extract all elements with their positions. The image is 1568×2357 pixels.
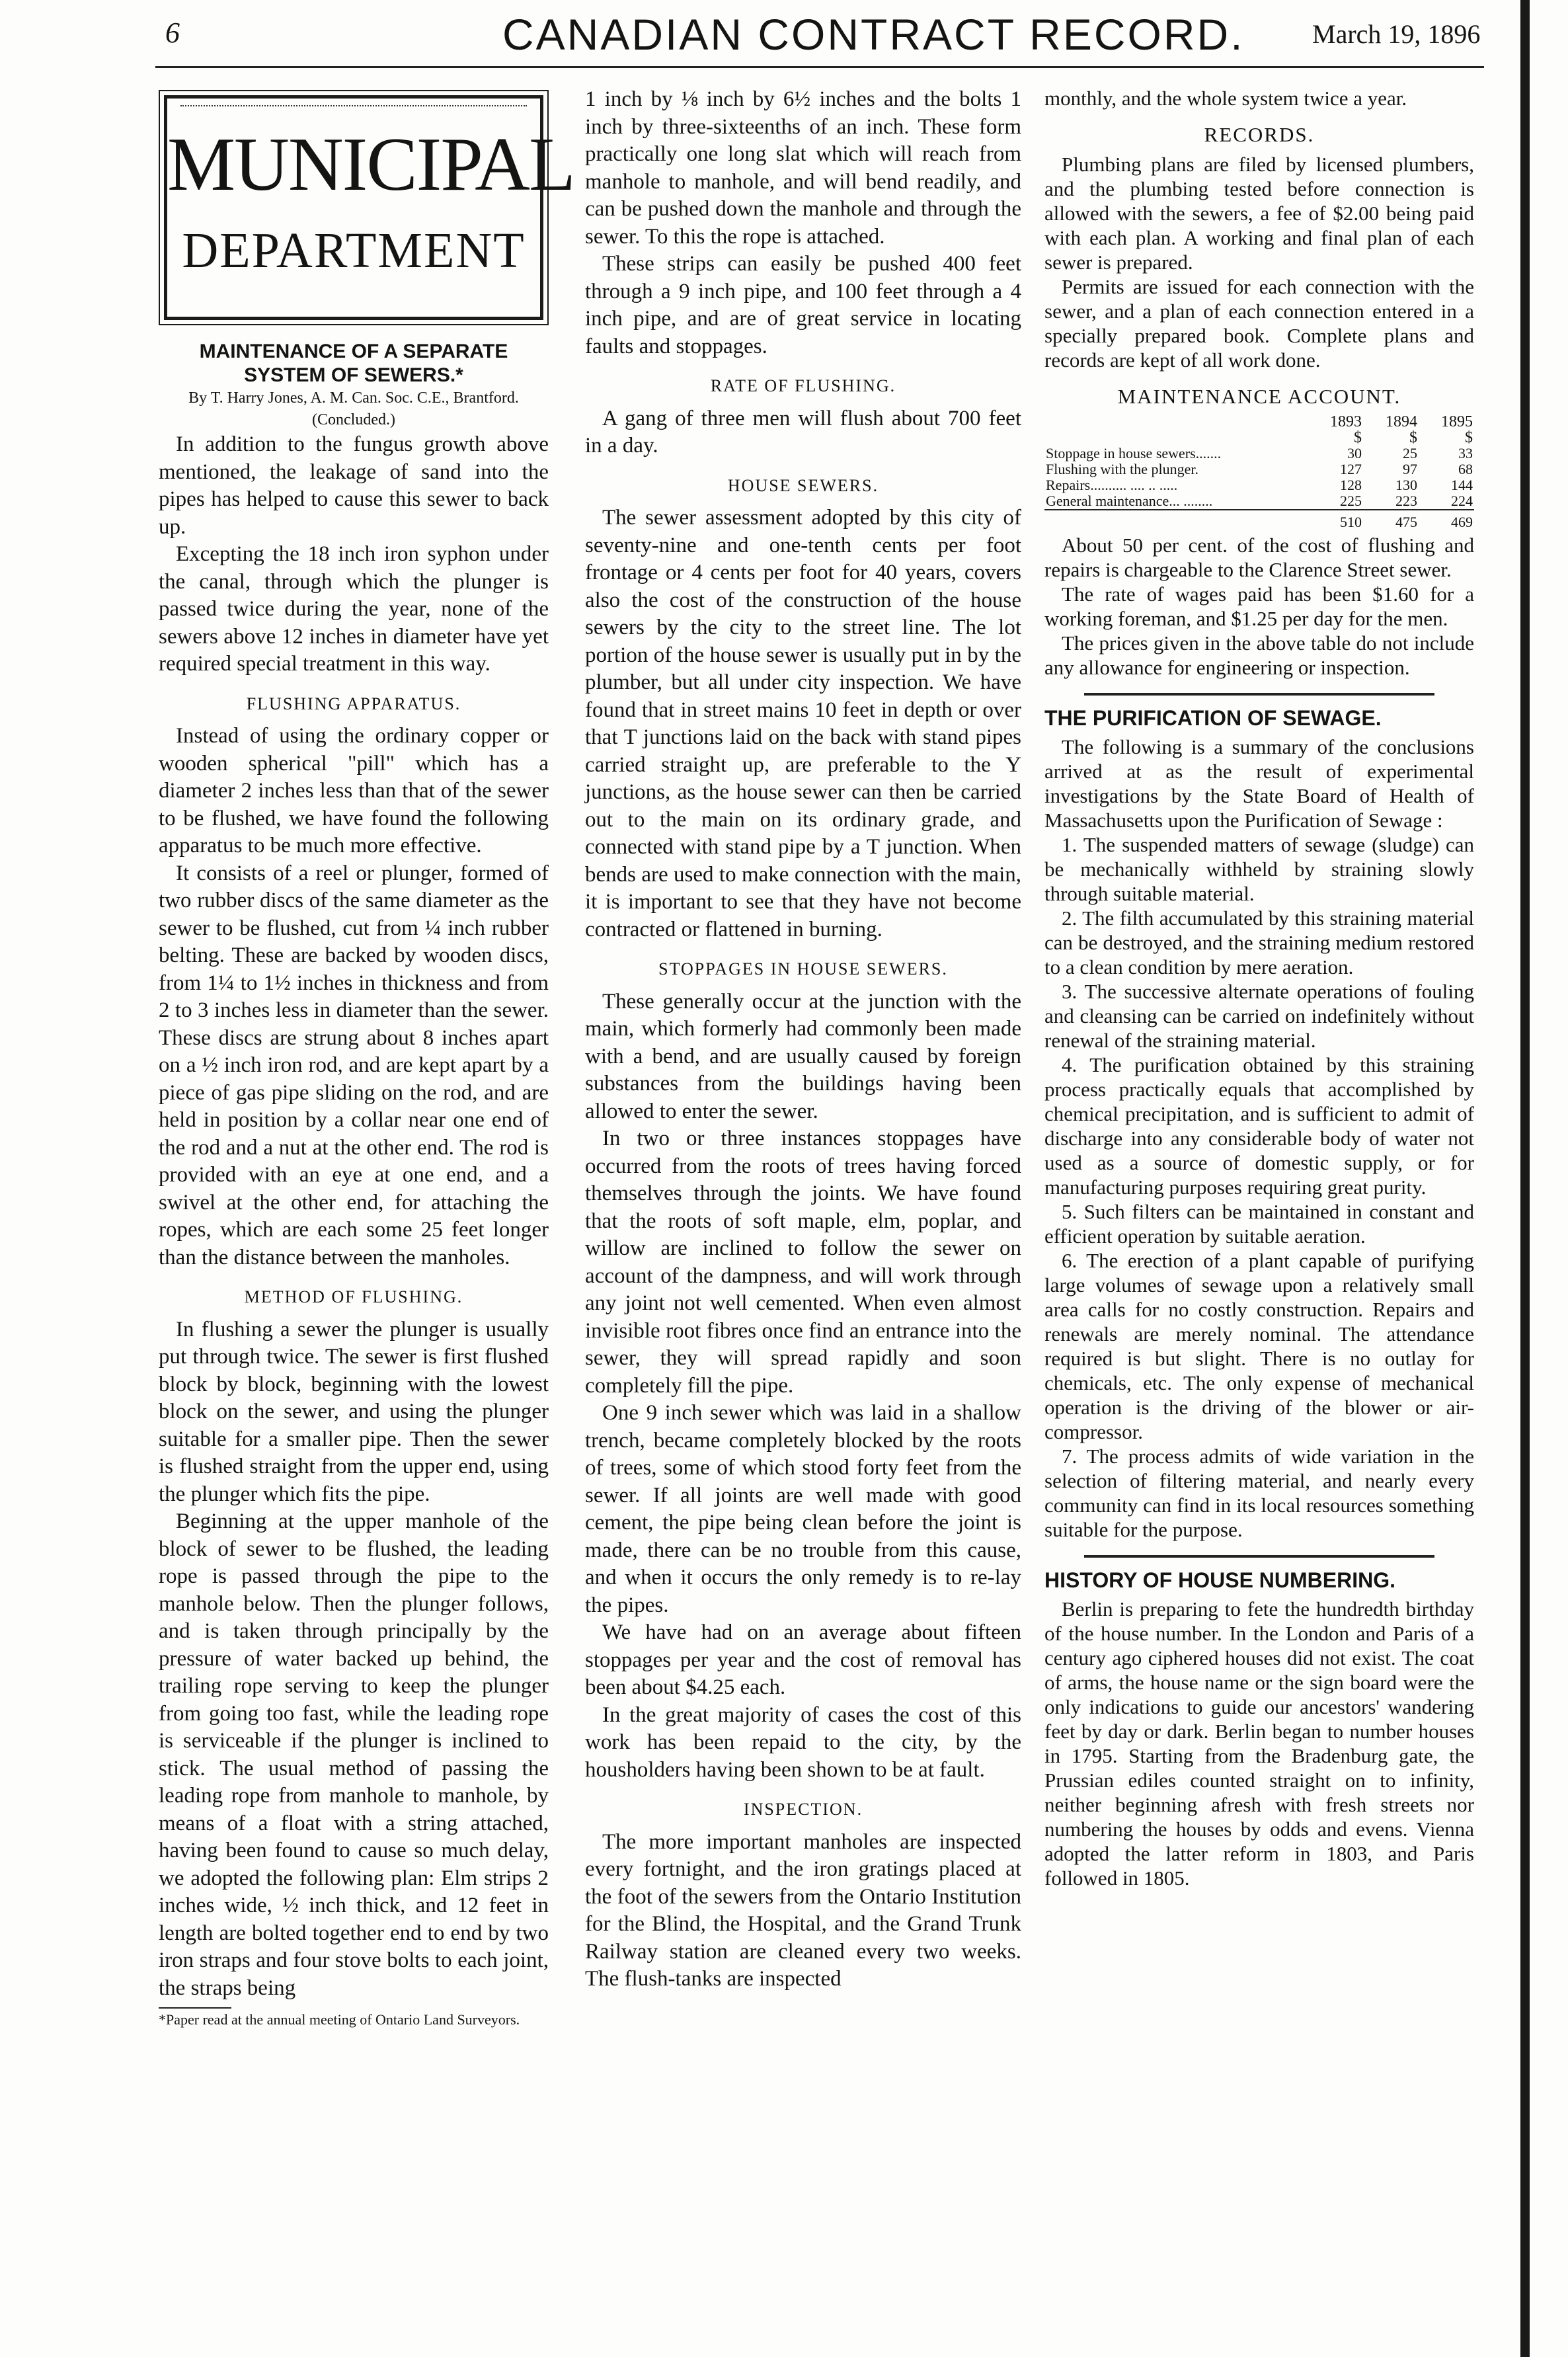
article-continuation-note: (Concluded.): [312, 411, 395, 428]
paragraph: The prices given in the above table do not include any allowance for engineering or inspection.: [1044, 631, 1474, 679]
subheading: STOPPAGES IN HOUSE SEWERS.: [658, 959, 948, 979]
issue-date: March 19, 1896: [1312, 19, 1481, 49]
footnote: *Paper read at the annual meeting of Ontario Land Surveyors.: [159, 2011, 520, 2028]
table-row: [1044, 461, 1474, 477]
table-total-cell: 510: [1308, 510, 1363, 530]
paragraph: 1 inch by ⅛ inch by 6½ inches and the bolts 1 inch by three-sixteenths of an inch. These form practically one long slat which will reach from manhole to manhole, and will bend readily, and can be pushed down the manhole and through the sewer. To this the rope is attached.: [585, 87, 1021, 249]
list-item: 4. The purification obtained by this straining process practically equals that accomplished by chemical precipitation, and is sufficient to admit of discharge into any considerable body of water not used as a source of domestic supply, or for manufacturing purposes requiring great purity.: [1044, 1053, 1474, 1199]
masthead-line-1: MUNICIPAL: [167, 122, 574, 207]
table-cell: 68: [1458, 461, 1473, 477]
list-item: 3. The successive alternate operations of fouling and cleansing can be carried on indefinitely without renewal of the straining material.: [1044, 980, 1474, 1052]
paragraph: These generally occur at the junction with the main, which formerly had commonly been made with a bend, and are usually caused by foreign substances from the buildings having been allowed to enter the sewer.: [585, 989, 1021, 1123]
table-cell: 128: [1340, 477, 1362, 493]
masthead-box: [164, 95, 574, 320]
table-cell: 97: [1403, 461, 1417, 477]
paragraph: About 50 per cent. of the cost of flushing and repairs is chargeable to the Clarence Street sewer.: [1044, 534, 1474, 581]
table-total-cell: 475: [1363, 510, 1419, 530]
maintenance-account-table: [1044, 414, 1474, 530]
list-item: 1. The suspended matters of sewage (sludge) can be mechanically withheld by straining slowly through suitable material.: [1044, 833, 1474, 905]
table-total-row: [1044, 510, 1474, 530]
paragraph: In the great majority of cases the cost of this work has been repaid to the city, by the housholders having been shown to be at fault.: [585, 1702, 1021, 1782]
footnote-rule: [159, 2007, 231, 2009]
paragraph: Berlin is preparing to fete the hundredth birthday of the house number. In the London and Paris of a century ago ciphered houses did not exist. The coat of arms, the house name or the sign board were the only indications to guide our ancestors' wandering feet by day or dark. Berlin began to number houses in 1795. Starting from the Bradenburg gate, the Prussian ediles counted straight on to infinity, neither beginning afresh with fresh streets nor numbering the houses by odds and evens. Vienna adopted the latter reform in 1803, and Paris followed in 1805.: [1044, 1597, 1474, 1890]
table-row: [1044, 477, 1474, 493]
table-currency-cell: $: [1465, 429, 1473, 446]
table-header-cell: 1893: [1330, 413, 1362, 430]
table-cell: 225: [1340, 493, 1362, 509]
list-item: 2. The filth accumulated by this straining material can be destroyed, and the straining medium restored to a clean condition by mere aeration.: [1044, 906, 1474, 979]
table-header-cell: 1894: [1386, 413, 1417, 430]
article-title: THE PURIFICATION OF SEWAGE.: [1044, 706, 1382, 730]
table-total-cell: 469: [1419, 510, 1474, 530]
paragraph: We have had on an average about fifteen stoppages per year and the cost of removal has been about $4.25 each.: [585, 1620, 1021, 1699]
table-row-label: Flushing with the plunger.: [1046, 461, 1198, 477]
publication-title: CANADIAN CONTRACT RECORD.: [502, 10, 1245, 59]
table-currency-cell: $: [1409, 429, 1417, 446]
subheading: MAINTENANCE ACCOUNT.: [1117, 385, 1401, 408]
paragraph: Plumbing plans are filed by licensed plumbers, and the plumbing tested before connection is allowed with the sewers, a fee of $2.00 being paid with each plan. A working and final plan of each sewer is prepared.: [1044, 153, 1474, 274]
table-cell: 224: [1451, 493, 1473, 509]
paragraph: In flushing a sewer the plunger is usually put through twice. The sewer is first flushed block by block, beginning with the lowest block on the sewer, and using the plunger suitable for a smaller pipe. Then the sewer is flushed straight from the upper end, using the plunger which fits the pipe.: [159, 1317, 549, 1506]
subheading: HOUSE SEWERS.: [727, 475, 879, 495]
paragraph: Beginning at the upper manhole of the block of sewer to be flushed, the leading rope is passed through the pipe to the manhole below. Then the plunger follows, and is taken through principally by the pressure of water backed up behind, the trailing rope serving to keep the plunger from going too fast, while the leading rope is serviceable if the plunger is inclined to stick. The usual method of passing the leading rope from manhole to manhole, by means of a float with a string attached, having been found to cause so much delay, we adopted the following plan: Elm strips 2 inches wide, ½ inch thick, and 12 feet in length are bolted together end to end by two iron straps and four stove bolts to each joint, the straps being: [159, 1509, 549, 2000]
paragraph: Permits are issued for each connection with the sewer, and a plan of each connection entered in a specially prepared book. Complete plans and records are kept of all work done.: [1044, 275, 1474, 372]
subheading: INSPECTION.: [743, 1800, 863, 1819]
table-cell: 30: [1347, 445, 1362, 461]
paragraph: monthly, and the whole system twice a year.: [1044, 87, 1407, 110]
paragraph: The following is a summary of the conclusions arrived at as the result of experimental investigations by the State Board of Health of Massachusetts upon the Purification of Sewage :: [1044, 735, 1474, 832]
column-2: [585, 86, 1021, 1993]
table-row: [1044, 446, 1474, 461]
paragraph: The rate of wages paid has been $1.60 for a working foreman, and $1.25 per day for the men.: [1044, 582, 1474, 630]
table-row-label: Repairs.......... .... .. .....: [1046, 477, 1178, 493]
masthead-line-2: DEPARTMENT: [182, 223, 526, 278]
paragraph: Excepting the 18 inch iron syphon under the canal, through which the plunger is passed twice during the year, none of the sewers above 12 inches in diameter have yet required special treatment in this way.: [159, 542, 549, 676]
article-title: HISTORY OF HOUSE NUMBERING.: [1044, 1568, 1396, 1592]
table-row-label: Stoppage in house sewers.......: [1046, 445, 1222, 461]
article-byline: By T. Harry Jones, A. M. Can. Soc. C.E., Brantford.: [188, 389, 519, 407]
table-header-cell: 1895: [1441, 413, 1473, 430]
article-title: MAINTENANCE OF A SEPARATE SYSTEM OF SEWERS.*: [199, 340, 508, 386]
table-cell: 33: [1458, 445, 1473, 461]
subheading: METHOD OF FLUSHING.: [244, 1287, 463, 1306]
page-edge-shadow: [1520, 0, 1530, 2357]
column-1: [159, 86, 574, 2028]
table-cell: 223: [1395, 493, 1417, 509]
paragraph: The more important manholes are inspected every fortnight, and the iron gratings placed at the foot of the sewers from the Ontario Institution for the Blind, the Hospital, and the Grand Trunk Railway station are cleaned every two weeks. The flush-tanks are inspected: [585, 1829, 1021, 1991]
header-rule: [155, 66, 1484, 68]
table-currency-row: [1044, 430, 1474, 446]
list-item: 5. Such filters can be maintained in constant and efficient operation by suitable aeration.: [1044, 1200, 1474, 1248]
paragraph: A gang of three men will flush about 700 feet in a day.: [585, 406, 1021, 458]
column-3: [1044, 86, 1474, 1890]
paragraph: In two or three instances stoppages have occurred from the roots of trees having forced themselves through the joints. We have found that the roots of soft maple, elm, poplar, and willow are inclined to follow the sewer on account of the dampness, and will work through any joint not well cemented. When even almost invisible root fibres once find an entrance into the sewer, they will spread rapidly and soon completely fill the pipe.: [585, 1127, 1021, 1398]
page-number: 6: [165, 17, 180, 49]
table-cell: 130: [1395, 477, 1417, 493]
section-divider: [1084, 1555, 1434, 1558]
section-divider: [1084, 693, 1434, 696]
table-row: [1044, 493, 1474, 510]
paragraph: One 9 inch sewer which was laid in a shallow trench, became completely blocked by the roots of trees, some of which stood forty feet from the sewer. If all joints are well made with good cement, the pipe being clean before the joint is made, there can be no trouble from this cause, and when it occurs the only remedy is to re-lay the pipes.: [585, 1401, 1021, 1617]
table-row-label: General maintenance... ........: [1046, 493, 1213, 509]
paragraph: It consists of a reel or plunger, formed of two rubber discs of the same diameter as the sewer to be flushed, cut from ¼ inch rubber belting. These are backed by wooden discs, from 1¼ to 1½ inches in thickness and from 2 to 3 inches less in diameter than the sewer. These discs are strung about 8 inches apart on a ½ inch iron rod, and are kept apart by a piece of gas pipe sliding on the rod, and are held in position by a collar near one end of the rod and a nut at the other end. The rod is provided with an eye at one end, and a swivel at the other end, for attaching the ropes, which are each some 25 feet longer than the distance between the manholes.: [159, 861, 549, 1269]
list-item: 6. The erection of a plant capable of purifying large volumes of sewage upon a relatively small area calls for no costly construction. Repairs and renewals are merely nominal. The attendance required is but slight. There is no outlay for chemicals, etc. The only expense of mechanical operation is the driving of the blower or air-compressor.: [1044, 1249, 1474, 1443]
subheading: RATE OF FLUSHING.: [710, 376, 896, 395]
table-cell: 25: [1403, 445, 1417, 461]
paragraph: Instead of using the ordinary copper or wooden spherical "pill" which has a diameter 2 inches less than that of the sewer to be flushed, we have found the following apparatus to be much more effective.: [159, 724, 549, 858]
paragraph: These strips can easily be pushed 400 feet through a 9 inch pipe, and 100 feet through a 4 inch pipe, and are of great service in locating faults and stoppages.: [585, 252, 1021, 358]
masthead-ornament: [180, 105, 527, 109]
list-item: 7. The process admits of wide variation in the selection of filtering material, and nearly every community can find in its local resources something suitable for the purpose.: [1044, 1445, 1474, 1541]
table-currency-cell: $: [1354, 429, 1362, 446]
table-cell: 144: [1451, 477, 1473, 493]
paragraph: The sewer assessment adopted by this city of seventy-nine and one-tenth cents per foot frontage or 4 cents per foot for 40 years, covers also the cost of the construction of the house sewers by the city to the street line. The lot portion of the house sewer is usually put in by the plumber, but all under city inspection. We have found that in street mains 10 feet in depth or over that T junctions laid on the back with stand pipes carried straight up, are preferable to the Y junctions, as the house sewer can then be carried out to the main on its ordinary grade, and connected with stand pipe by a T junction. When bends are used to make connection with the main, it is important to see that they have not become contracted or flattened in burning.: [585, 506, 1021, 941]
table-cell: 127: [1340, 461, 1362, 477]
subheading: FLUSHING APPARATUS.: [246, 694, 461, 713]
table-header-row: [1044, 414, 1474, 430]
subheading: RECORDS.: [1204, 123, 1315, 146]
paragraph: In addition to the fungus growth above mentioned, the leakage of sand into the pipes has helped to cause this sewer to back up.: [159, 432, 549, 539]
